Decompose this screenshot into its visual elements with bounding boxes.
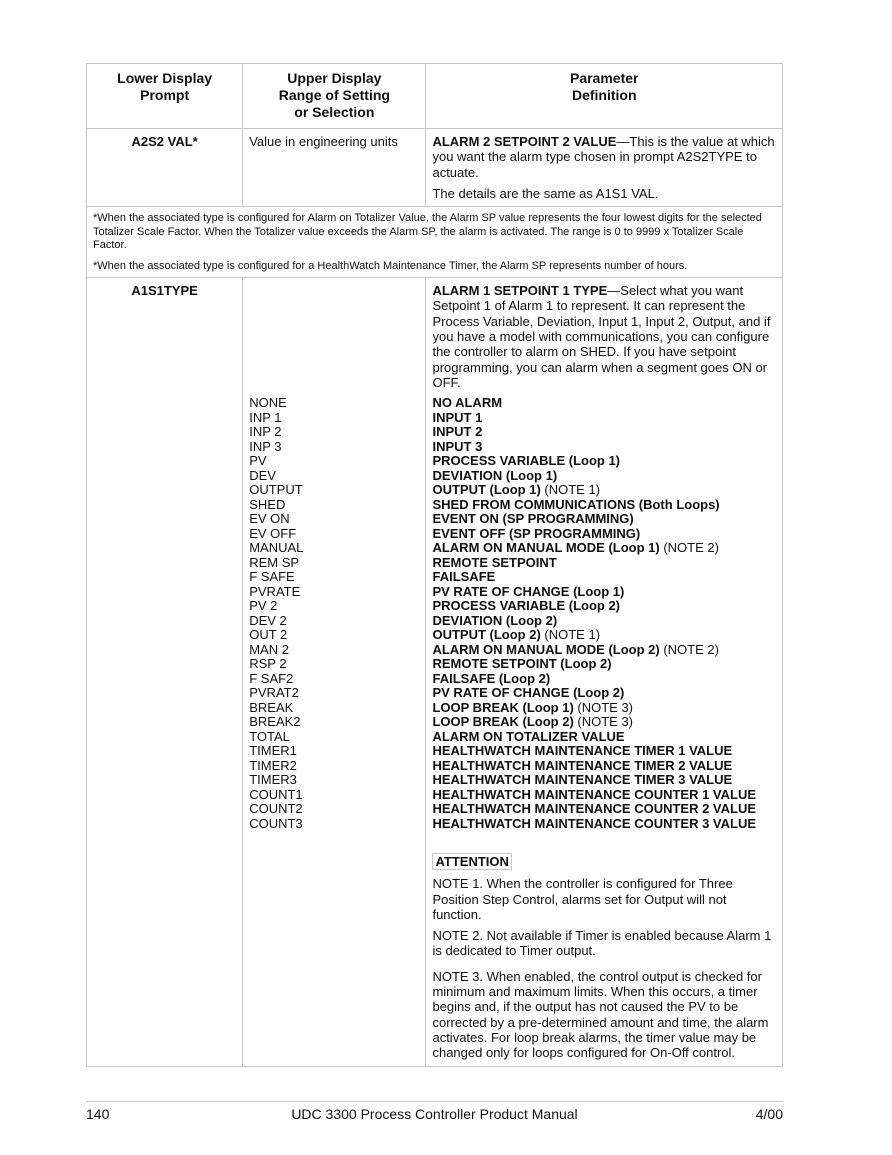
footnote-healthwatch: *When the associated type is configured for a HealthWatch Maintenance Timer, the Alarm SP represents number of hours. [93, 259, 688, 272]
definition-item-label: INPUT 2 [432, 424, 483, 440]
selection-item: INP 1 [249, 409, 282, 425]
selection-item: BREAK2 [249, 714, 301, 730]
definition-item [432, 541, 776, 556]
definition-item-label: NO ALARM [432, 395, 503, 411]
footnote-row [87, 207, 783, 278]
selection-item: F SAF2 [249, 670, 294, 686]
table-header-row [87, 64, 783, 129]
selection-item: OUTPUT [249, 482, 303, 498]
definition-item-label: OUTPUT (Loop 1) [432, 482, 541, 498]
revision-date: 4/00 [755, 1106, 783, 1122]
definition-item-label: HEALTHWATCH MAINTENANCE COUNTER 3 VALUE [432, 815, 757, 831]
definition-list [432, 396, 776, 831]
selection-item: EV ON [249, 511, 290, 527]
definition-item-label: HEALTHWATCH MAINTENANCE TIMER 2 VALUE [432, 757, 733, 773]
definition-item [432, 744, 776, 759]
selection-item: COUNT2 [249, 801, 303, 817]
definition-item [432, 440, 776, 455]
prompt-cell: A1S1TYPE [87, 278, 243, 1066]
selection-item: TIMER2 [249, 757, 297, 773]
definition-item [432, 556, 776, 571]
selection-item: COUNT1 [249, 786, 303, 802]
definition-item [432, 628, 776, 643]
definition-item-label: DEVIATION (Loop 2) [432, 612, 558, 628]
definition-item-note: (NOTE 3) [573, 699, 634, 715]
selection-item: PVRATE [249, 583, 301, 599]
definition-item [432, 469, 776, 484]
selection-item: INP 2 [249, 424, 282, 440]
table-row-a2s2val [87, 129, 783, 207]
definition-item-label: LOOP BREAK (Loop 1) [432, 699, 574, 715]
definition-item-label: DEVIATION (Loop 1) [432, 467, 558, 483]
definition-item [432, 759, 776, 774]
definition-item [432, 425, 776, 440]
selection-item: TIMER3 [249, 772, 297, 788]
selection-item: REM SP [249, 554, 300, 570]
definition-item [432, 817, 776, 832]
definition-item-label: SHED FROM COMMUNICATIONS (Both Loops) [432, 496, 720, 512]
definition-item [432, 599, 776, 614]
definition-item-label: ALARM ON MANUAL MODE (Loop 2) [432, 641, 660, 657]
selection-item: TIMER1 [249, 743, 297, 759]
definition-item-label: INPUT 3 [432, 438, 483, 454]
definition-item [432, 672, 776, 687]
footnote-cell [87, 207, 783, 278]
definition-paragraph-2: The details are the same as A1S1 VAL. [432, 185, 659, 201]
header-lower-display-prompt: Lower Display Prompt [87, 64, 243, 129]
definition-item [432, 498, 776, 513]
definition-item [432, 686, 776, 701]
definition-item-label: FAILSAFE (Loop 2) [432, 670, 551, 686]
definition-title: ALARM 1 SETPOINT 1 TYPE [432, 283, 608, 299]
definition-item-label: HEALTHWATCH MAINTENANCE COUNTER 1 VALUE [432, 786, 757, 802]
selection-item: PV [249, 453, 267, 469]
selection-cell [243, 278, 426, 1066]
selection-item: PVRAT2 [249, 685, 299, 701]
selection-item: NONE [249, 395, 287, 411]
definition-item [432, 570, 776, 585]
definition-item-label: REMOTE SETPOINT [432, 554, 557, 570]
notes-section [432, 853, 776, 1060]
definition-item [432, 527, 776, 542]
definition-paragraph [432, 134, 776, 180]
definition-item [432, 657, 776, 672]
selection-list [249, 396, 419, 831]
table-row-a1s1type [87, 278, 783, 1066]
definition-item-label: LOOP BREAK (Loop 2) [432, 714, 574, 730]
definition-item [432, 614, 776, 629]
selection-item: OUT 2 [249, 627, 288, 643]
selection-item: PV 2 [249, 598, 278, 614]
definition-item [432, 454, 776, 469]
definition-item [432, 396, 776, 411]
definition-item-note: (NOTE 3) [573, 714, 634, 730]
definition-item-label: PROCESS VARIABLE (Loop 2) [432, 598, 621, 614]
definition-item-label: EVENT OFF (SP PROGRAMMING) [432, 525, 641, 541]
attention-label: ATTENTION [432, 853, 511, 870]
footer-rule [86, 1101, 783, 1102]
definition-item-label: ALARM ON MANUAL MODE (Loop 1) [432, 540, 660, 556]
selection-item: RSP 2 [249, 656, 287, 672]
definition-text: —This is the value at which you want the alarm type chosen in prompt A2S2TYPE to actuate. [432, 134, 775, 180]
definition-item [432, 802, 776, 817]
selection-item: MAN 2 [249, 641, 289, 657]
definition-item [432, 788, 776, 803]
definition-item [432, 411, 776, 426]
definition-item [432, 715, 776, 730]
selection-item: EV OFF [249, 525, 297, 541]
header-parameter-definition: Parameter Definition [426, 64, 783, 129]
note-2: NOTE 2. Not available if Timer is enabled because Alarm 1 is dedicated to Timer output. [432, 928, 772, 959]
definition-item-label: HEALTHWATCH MAINTENANCE TIMER 3 VALUE [432, 772, 733, 788]
selection-item: F SAFE [249, 569, 295, 585]
selection-item: BREAK [249, 699, 294, 715]
definition-item [432, 773, 776, 788]
definition-item-label: EVENT ON (SP PROGRAMMING) [432, 511, 634, 527]
range-cell: Value in engineering units [243, 129, 426, 207]
definition-item-note: (NOTE 2) [659, 641, 719, 657]
footnote-totalizer: *When the associated type is configured for Alarm on Totalizer Value, the Alarm SP value represents the four lowest digits for the selected Totalizer Scale Factor. When the Totalizer value exceeds the Alarm SP, the alarm is activated. The range is 0 to 9999 x Totalizer Scale Factor. [93, 212, 762, 252]
definition-text: —Select what you want Setpoint 1 of Alarm 1 to represent. It can represent the Process Variable, Deviation, Input 1, Input 2, Output, and if you have a model with communications, you can configure the controller to alarm on SHED. If you have setpoint programming, you can alarm when a segment goes ON or OFF. [432, 283, 771, 390]
definition-item-label: HEALTHWATCH MAINTENANCE COUNTER 2 VALUE [432, 801, 757, 817]
note-3: NOTE 3. When enabled, the control output is checked for minimum and maximum limits. When this occurs, a timer begins and, if the output has not caused the PV to be corrected by a pre-determined amount and time, the alarm activates. For loop break alarms, the timer value may be changed only for loops configured for On-Off control. [432, 968, 769, 1061]
selection-spacer [249, 283, 419, 396]
definition-item [432, 643, 776, 658]
definition-item-label: FAILSAFE [432, 569, 496, 585]
definition-item [432, 701, 776, 716]
definition-item-note: (NOTE 1) [540, 627, 601, 643]
selection-item: COUNT3 [249, 815, 303, 831]
definition-cell [426, 129, 783, 207]
definition-item [432, 483, 776, 498]
selection-item: DEV 2 [249, 612, 287, 628]
definition-item-label: PV RATE OF CHANGE (Loop 1) [432, 583, 625, 599]
header-upper-display-range: Upper Display Range of Setting or Selection [243, 64, 426, 129]
definition-paragraph [432, 283, 776, 390]
page-number: 140 [86, 1106, 110, 1122]
selection-item: TOTAL [249, 728, 290, 744]
selection-item: DEV [249, 467, 276, 483]
definition-item-label: HEALTHWATCH MAINTENANCE TIMER 1 VALUE [432, 743, 733, 759]
definition-item-label: REMOTE SETPOINT (Loop 2) [432, 656, 612, 672]
definition-item-label: INPUT 1 [432, 409, 483, 425]
definition-cell [426, 278, 783, 1066]
selection-item: SHED [249, 496, 286, 512]
parameter-table [86, 63, 783, 1067]
definition-item [432, 512, 776, 527]
definition-item-note: (NOTE 2) [659, 540, 719, 556]
definition-item [432, 585, 776, 600]
definition-item-label: PV RATE OF CHANGE (Loop 2) [432, 685, 625, 701]
definition-item-note: (NOTE 1) [540, 482, 601, 498]
definition-item [432, 730, 776, 745]
manual-title: UDC 3300 Process Controller Product Manual [291, 1106, 578, 1122]
prompt-cell: A2S2 VAL* [87, 129, 243, 207]
definition-item-label: OUTPUT (Loop 2) [432, 627, 541, 643]
definition-item-label: PROCESS VARIABLE (Loop 1) [432, 453, 621, 469]
selection-item: INP 3 [249, 438, 282, 454]
definition-title: ALARM 2 SETPOINT 2 VALUE [432, 134, 617, 149]
selection-item: MANUAL [249, 540, 304, 556]
definition-item-label: ALARM ON TOTALIZER VALUE [432, 728, 625, 744]
note-1: NOTE 1. When the controller is configured for Three Position Step Control, alarms set for Output will not function. [432, 876, 733, 922]
